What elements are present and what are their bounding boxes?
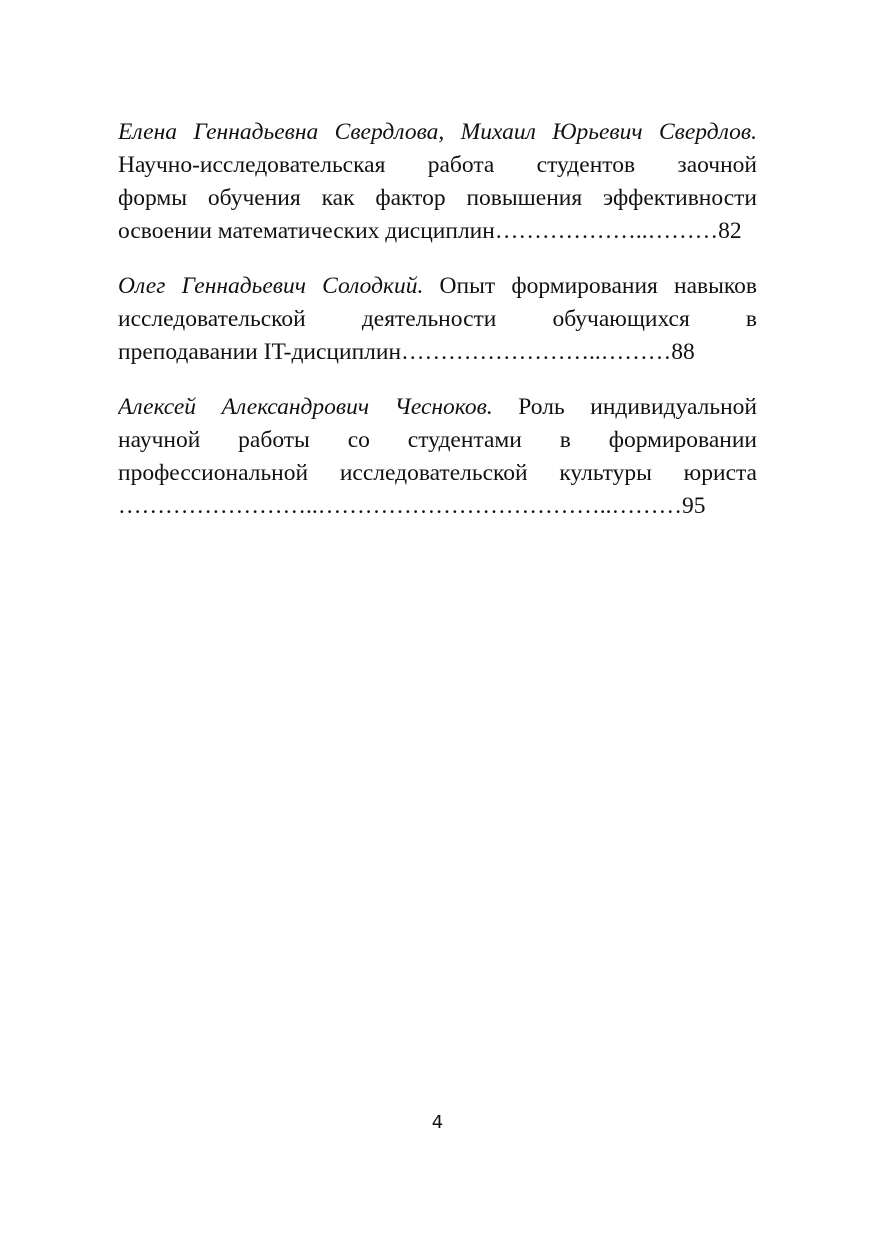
toc-entry-title-line-with-page: преподавании IT-дисциплин……………………..………88 [118, 339, 695, 365]
toc-entry-first-line [118, 270, 757, 303]
toc-entry-leader-with-page: ……………………..………………………………..………95 [118, 493, 706, 519]
toc-entry-title-line: исследовательской деятельности обучающихся в [118, 306, 757, 332]
toc-entry-title-line: научной работы со студентами в формировании [118, 427, 757, 453]
toc-entry-sverdlov [118, 116, 757, 248]
toc-entry-title-line: формы обучения как фактор повышения эффективности [118, 185, 757, 211]
toc-entry-solodkiy [118, 270, 757, 369]
toc-entry-title-line: Научно-исследовательская работа студентов заочной [118, 152, 757, 178]
page-number: 4 [431, 1112, 444, 1133]
toc-entry-title-line-with-page: освоении математических дисциплин………………..………82 [118, 218, 742, 244]
toc-entry-title-start: Роль индивидуальной [492, 394, 757, 420]
toc-entry-first-line [118, 391, 757, 424]
toc-entry-authors: Алексей Александрович Чесноков. [118, 394, 493, 420]
toc-entry-title-line: профессиональной исследовательской культуры юриста [118, 460, 757, 486]
toc-entry-authors: Елена Геннадьевна Свердлова, Михаил Юрьевич Свердлов. [118, 119, 757, 145]
toc-entry-authors: Олег Геннадьевич Солодкий. [118, 273, 424, 299]
toc-entry-chesnokov [118, 391, 757, 523]
table-of-contents [118, 116, 757, 545]
toc-entry-title-start: Опыт формирования навыков [423, 273, 757, 299]
